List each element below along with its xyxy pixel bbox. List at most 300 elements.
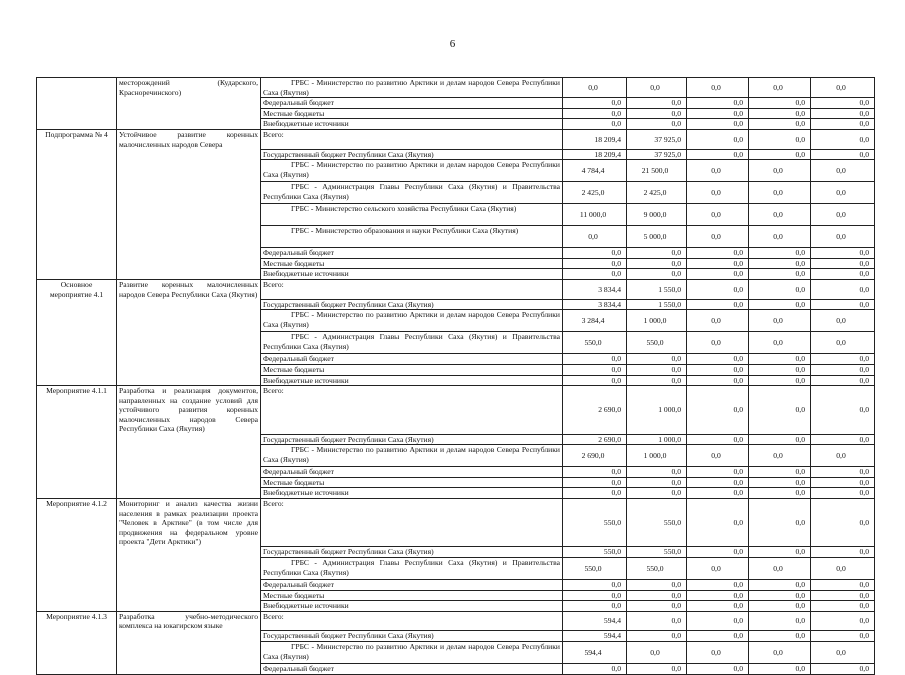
value-cell: 0,0 <box>811 149 875 160</box>
funding-source-cell: Федеральный бюджет <box>261 98 563 109</box>
funding-source-cell: Внебюджетные источники <box>261 269 563 280</box>
value-cell: 0,0 <box>687 182 749 204</box>
value-cell: 0,0 <box>749 299 811 310</box>
table-row <box>37 642 875 664</box>
program-code-cell <box>37 642 117 664</box>
funding-source-cell: Федеральный бюджет <box>261 467 563 478</box>
program-name-cell <box>117 364 261 375</box>
funding-source-cell: ГРБС - Администрация Главы Республики Саха (Якутия) и Правительства Республики Саха (Якутия) <box>261 182 563 204</box>
program-code-cell <box>37 434 117 445</box>
table-row <box>37 590 875 601</box>
value-cell: 0,0 <box>811 434 875 445</box>
value-cell: 0,0 <box>627 631 687 642</box>
value-cell: 0,0 <box>687 631 749 642</box>
value-cell: 0,0 <box>627 248 687 259</box>
program-code-cell <box>37 226 117 248</box>
value-cell: 0,0 <box>687 226 749 248</box>
funding-source-cell: Местные бюджеты <box>261 108 563 119</box>
program-code-cell <box>37 204 117 226</box>
program-code-cell <box>37 78 117 98</box>
program-code-cell <box>37 98 117 109</box>
program-name-cell <box>117 98 261 109</box>
value-cell: 0,0 <box>627 642 687 664</box>
value-cell: 3 834,4 <box>563 299 627 310</box>
value-cell: 0,0 <box>687 280 749 300</box>
program-name-cell <box>117 119 261 130</box>
program-name-cell <box>117 488 261 499</box>
program-code-cell <box>37 547 117 558</box>
value-cell: 0,0 <box>687 129 749 149</box>
program-code-cell <box>37 269 117 280</box>
program-code-cell <box>37 332 117 354</box>
value-cell: 37 925,0 <box>627 129 687 149</box>
program-name-cell <box>117 477 261 488</box>
value-cell: 0,0 <box>811 445 875 467</box>
value-cell: 0,0 <box>749 364 811 375</box>
program-name-cell <box>117 258 261 269</box>
value-cell: 0,0 <box>811 98 875 109</box>
value-cell: 0,0 <box>687 299 749 310</box>
value-cell: 0,0 <box>749 498 811 546</box>
value-cell: 5 000,0 <box>627 226 687 248</box>
program-code-cell <box>37 310 117 332</box>
table-row <box>37 332 875 354</box>
value-cell: 0,0 <box>687 375 749 386</box>
value-cell: 3 834,4 <box>563 280 627 300</box>
table-row <box>37 580 875 591</box>
program-name-cell <box>117 149 261 160</box>
value-cell: 0,0 <box>563 467 627 478</box>
funding-source-cell: Государственный бюджет Республики Саха (Якутия) <box>261 299 563 310</box>
value-cell: 0,0 <box>811 611 875 631</box>
program-name-cell <box>117 558 261 580</box>
value-cell: 550,0 <box>627 332 687 354</box>
value-cell: 0,0 <box>627 488 687 499</box>
value-cell: 0,0 <box>687 488 749 499</box>
value-cell: 0,0 <box>811 590 875 601</box>
value-cell: 0,0 <box>687 580 749 591</box>
table-row <box>37 364 875 375</box>
value-cell: 550,0 <box>627 547 687 558</box>
value-cell: 0,0 <box>811 477 875 488</box>
value-cell: 0,0 <box>811 299 875 310</box>
value-cell: 0,0 <box>687 78 749 98</box>
value-cell: 0,0 <box>749 204 811 226</box>
value-cell: 0,0 <box>563 601 627 612</box>
value-cell: 0,0 <box>687 434 749 445</box>
program-code-cell <box>37 488 117 499</box>
value-cell: 0,0 <box>563 248 627 259</box>
table-row <box>37 182 875 204</box>
value-cell: 0,0 <box>749 280 811 300</box>
funding-source-cell: ГРБС - Администрация Главы Республики Саха (Якутия) и Правительства Республики Саха (Якутия) <box>261 558 563 580</box>
program-name-cell <box>117 375 261 386</box>
funding-source-cell: Федеральный бюджет <box>261 664 563 675</box>
value-cell: 0,0 <box>811 631 875 642</box>
program-name-cell <box>117 354 261 365</box>
value-cell: 0,0 <box>687 642 749 664</box>
value-cell: 0,0 <box>627 580 687 591</box>
value-cell: 1 000,0 <box>627 310 687 332</box>
program-name-cell <box>117 467 261 478</box>
table-row <box>37 129 875 149</box>
funding-source-cell: Местные бюджеты <box>261 364 563 375</box>
table-row <box>37 477 875 488</box>
value-cell: 2 425,0 <box>563 182 627 204</box>
value-cell: 2 690,0 <box>563 386 627 434</box>
table-row <box>37 547 875 558</box>
value-cell: 0,0 <box>687 149 749 160</box>
value-cell: 0,0 <box>687 664 749 675</box>
value-cell: 0,0 <box>687 590 749 601</box>
program-code-cell <box>37 364 117 375</box>
value-cell: 0,0 <box>749 310 811 332</box>
program-code-cell <box>37 467 117 478</box>
value-cell: 550,0 <box>627 558 687 580</box>
program-name-cell <box>117 182 261 204</box>
funding-source-cell: ГРБС - Министерство по развитию Арктики и делам народов Севера Республики Саха (Якутия) <box>261 160 563 182</box>
table-row <box>37 375 875 386</box>
value-cell: 0,0 <box>687 310 749 332</box>
program-name-cell <box>117 204 261 226</box>
value-cell: 0,0 <box>749 226 811 248</box>
program-name-cell: Развитие коренных малочисленных народов Севера Республики Саха (Якутия) <box>117 280 261 300</box>
program-code-cell <box>37 182 117 204</box>
funding-source-cell: Местные бюджеты <box>261 258 563 269</box>
value-cell: 0,0 <box>749 477 811 488</box>
table-row <box>37 258 875 269</box>
program-code-cell <box>37 119 117 130</box>
table-row <box>37 269 875 280</box>
value-cell: 0,0 <box>563 226 627 248</box>
program-code-cell <box>37 149 117 160</box>
funding-source-cell: Государственный бюджет Республики Саха (Якутия) <box>261 149 563 160</box>
value-cell: 1 550,0 <box>627 299 687 310</box>
value-cell: 0,0 <box>811 248 875 259</box>
value-cell: 0,0 <box>563 269 627 280</box>
value-cell: 0,0 <box>627 590 687 601</box>
value-cell: 0,0 <box>811 364 875 375</box>
value-cell: 18 209,4 <box>563 129 627 149</box>
funding-source-cell: Всего: <box>261 386 563 434</box>
funding-source-cell: ГРБС - Министерство по развитию Арктики и делам народов Севера Республики Саха (Якутия) <box>261 78 563 98</box>
table-row <box>37 498 875 546</box>
value-cell: 0,0 <box>811 204 875 226</box>
table-row <box>37 434 875 445</box>
value-cell: 0,0 <box>811 226 875 248</box>
value-cell: 550,0 <box>563 498 627 546</box>
value-cell: 0,0 <box>687 558 749 580</box>
value-cell: 0,0 <box>749 149 811 160</box>
program-name-cell <box>117 299 261 310</box>
value-cell: 0,0 <box>563 354 627 365</box>
value-cell: 0,0 <box>563 364 627 375</box>
value-cell: 594,4 <box>563 611 627 631</box>
program-code-cell: Основное мероприятие 4.1 <box>37 280 117 300</box>
table-row <box>37 310 875 332</box>
value-cell: 0,0 <box>811 129 875 149</box>
value-cell: 0,0 <box>749 248 811 259</box>
value-cell: 0,0 <box>687 364 749 375</box>
value-cell: 0,0 <box>749 467 811 478</box>
value-cell: 0,0 <box>811 488 875 499</box>
funding-source-cell: Местные бюджеты <box>261 590 563 601</box>
value-cell: 0,0 <box>563 108 627 119</box>
value-cell: 0,0 <box>627 601 687 612</box>
value-cell: 0,0 <box>627 477 687 488</box>
value-cell: 0,0 <box>811 182 875 204</box>
value-cell: 0,0 <box>811 547 875 558</box>
table-row <box>37 664 875 675</box>
value-cell: 550,0 <box>563 332 627 354</box>
funding-source-cell: Внебюджетные источники <box>261 601 563 612</box>
funding-source-cell: ГРБС - Министерство по развитию Арктики и делам народов Севера Республики Саха (Якутия) <box>261 310 563 332</box>
program-name-cell <box>117 332 261 354</box>
program-name-cell <box>117 664 261 675</box>
value-cell: 0,0 <box>627 664 687 675</box>
table-row <box>37 160 875 182</box>
funding-source-cell: Федеральный бюджет <box>261 248 563 259</box>
program-name-cell <box>117 310 261 332</box>
funding-source-cell: Государственный бюджет Республики Саха (Якутия) <box>261 434 563 445</box>
value-cell: 3 284,4 <box>563 310 627 332</box>
value-cell: 0,0 <box>687 108 749 119</box>
value-cell: 0,0 <box>811 280 875 300</box>
funding-source-cell: Государственный бюджет Республики Саха (Якутия) <box>261 547 563 558</box>
table-row <box>37 611 875 631</box>
value-cell: 0,0 <box>749 580 811 591</box>
value-cell: 0,0 <box>811 558 875 580</box>
table-row <box>37 226 875 248</box>
value-cell: 0,0 <box>811 160 875 182</box>
value-cell: 0,0 <box>627 375 687 386</box>
program-code-cell <box>37 601 117 612</box>
value-cell: 0,0 <box>687 269 749 280</box>
program-code-cell <box>37 445 117 467</box>
value-cell: 0,0 <box>563 488 627 499</box>
value-cell: 0,0 <box>687 601 749 612</box>
value-cell: 0,0 <box>749 601 811 612</box>
program-name-cell: Мониторинг и анализ качества жизни населения в рамках реализации проекта "Человек в Арктике" (в том числе для продвижения на федеральном уровне проекта "Дети Арктики") <box>117 498 261 546</box>
funding-source-cell: Всего: <box>261 611 563 631</box>
value-cell: 2 690,0 <box>563 445 627 467</box>
value-cell: 0,0 <box>811 108 875 119</box>
value-cell: 0,0 <box>749 258 811 269</box>
value-cell: 0,0 <box>811 78 875 98</box>
value-cell: 1 000,0 <box>627 445 687 467</box>
funding-source-cell: Всего: <box>261 498 563 546</box>
program-name-cell: месторождений (Кударского, Красноречинского) <box>117 78 261 98</box>
table-row <box>37 248 875 259</box>
program-name-cell <box>117 445 261 467</box>
value-cell: 0,0 <box>687 477 749 488</box>
table-row <box>37 467 875 478</box>
value-cell: 0,0 <box>749 108 811 119</box>
value-cell: 37 925,0 <box>627 149 687 160</box>
program-code-cell: Мероприятие 4.1.2 <box>37 498 117 546</box>
table-row <box>37 149 875 160</box>
program-name-cell: Разработка и реализация документов, направленных на создание условий для устойчивого развития коренных малочисленных народов Севера Республики Саха (Якутия) <box>117 386 261 434</box>
table-row <box>37 280 875 300</box>
value-cell: 1 550,0 <box>627 280 687 300</box>
value-cell: 2 690,0 <box>563 434 627 445</box>
funding-source-cell: Внебюджетные источники <box>261 119 563 130</box>
value-cell: 0,0 <box>563 375 627 386</box>
value-cell: 0,0 <box>811 386 875 434</box>
funding-source-cell: ГРБС - Министерство сельского хозяйства Республики Саха (Якутия) <box>261 204 563 226</box>
value-cell: 0,0 <box>687 258 749 269</box>
value-cell: 0,0 <box>687 445 749 467</box>
value-cell: 0,0 <box>687 467 749 478</box>
funding-source-cell: Федеральный бюджет <box>261 580 563 591</box>
funding-source-cell: ГРБС - Министерство по развитию Арктики и делам народов Севера Республики Саха (Якутия) <box>261 445 563 467</box>
value-cell: 21 500,0 <box>627 160 687 182</box>
value-cell: 0,0 <box>687 160 749 182</box>
program-code-cell: Мероприятие 4.1.1 <box>37 386 117 434</box>
value-cell: 0,0 <box>627 354 687 365</box>
value-cell: 0,0 <box>563 664 627 675</box>
value-cell: 0,0 <box>627 467 687 478</box>
value-cell: 0,0 <box>749 488 811 499</box>
funding-source-cell: Всего: <box>261 129 563 149</box>
program-code-cell <box>37 375 117 386</box>
program-name-cell <box>117 601 261 612</box>
value-cell: 594,4 <box>563 631 627 642</box>
value-cell: 0,0 <box>811 642 875 664</box>
program-name-cell <box>117 580 261 591</box>
value-cell: 0,0 <box>749 445 811 467</box>
value-cell: 0,0 <box>687 611 749 631</box>
value-cell: 0,0 <box>563 98 627 109</box>
table-row <box>37 601 875 612</box>
funding-source-cell: Внебюджетные источники <box>261 488 563 499</box>
value-cell: 0,0 <box>749 434 811 445</box>
table-row <box>37 354 875 365</box>
value-cell: 0,0 <box>811 375 875 386</box>
table-row <box>37 299 875 310</box>
value-cell: 0,0 <box>749 558 811 580</box>
program-code-cell: Мероприятие 4.1.3 <box>37 611 117 631</box>
value-cell: 0,0 <box>749 269 811 280</box>
value-cell: 0,0 <box>749 354 811 365</box>
value-cell: 0,0 <box>563 477 627 488</box>
program-code-cell <box>37 558 117 580</box>
program-name-cell <box>117 160 261 182</box>
program-code-cell <box>37 160 117 182</box>
program-name-cell <box>117 269 261 280</box>
value-cell: 550,0 <box>563 558 627 580</box>
program-code-cell <box>37 248 117 259</box>
value-cell: 550,0 <box>563 547 627 558</box>
value-cell: 0,0 <box>811 310 875 332</box>
value-cell: 0,0 <box>811 332 875 354</box>
value-cell: 0,0 <box>627 611 687 631</box>
value-cell: 0,0 <box>627 108 687 119</box>
value-cell: 0,0 <box>687 204 749 226</box>
value-cell: 0,0 <box>749 78 811 98</box>
value-cell: 0,0 <box>811 467 875 478</box>
program-code-cell <box>37 590 117 601</box>
program-name-cell <box>117 434 261 445</box>
value-cell: 0,0 <box>627 119 687 130</box>
value-cell: 0,0 <box>627 258 687 269</box>
value-cell: 0,0 <box>749 642 811 664</box>
table-row <box>37 204 875 226</box>
program-code-cell <box>37 354 117 365</box>
program-code-cell <box>37 299 117 310</box>
value-cell: 0,0 <box>749 375 811 386</box>
program-name-cell <box>117 642 261 664</box>
value-cell: 0,0 <box>749 182 811 204</box>
value-cell: 0,0 <box>811 269 875 280</box>
value-cell: 0,0 <box>563 580 627 591</box>
program-name-cell: Разработка учебно-методического комплекса на юкагирском языке <box>117 611 261 631</box>
program-code-cell <box>37 477 117 488</box>
value-cell: 550,0 <box>627 498 687 546</box>
value-cell: 0,0 <box>749 160 811 182</box>
program-name-cell <box>117 590 261 601</box>
funding-source-cell: Внебюджетные источники <box>261 375 563 386</box>
value-cell: 0,0 <box>563 78 627 98</box>
value-cell: 0,0 <box>687 98 749 109</box>
value-cell: 0,0 <box>687 332 749 354</box>
value-cell: 1 000,0 <box>627 386 687 434</box>
program-code-cell <box>37 108 117 119</box>
program-code-cell: Подпрограмма № 4 <box>37 129 117 149</box>
value-cell: 0,0 <box>749 129 811 149</box>
value-cell: 2 425,0 <box>627 182 687 204</box>
table-body <box>37 78 875 675</box>
value-cell: 0,0 <box>687 354 749 365</box>
table-row <box>37 119 875 130</box>
value-cell: 0,0 <box>687 386 749 434</box>
value-cell: 0,0 <box>811 601 875 612</box>
value-cell: 0,0 <box>749 664 811 675</box>
value-cell: 0,0 <box>687 498 749 546</box>
value-cell: 0,0 <box>749 119 811 130</box>
page-number: 6 <box>449 38 456 50</box>
value-cell: 0,0 <box>811 498 875 546</box>
program-code-cell <box>37 258 117 269</box>
funding-source-cell: Местные бюджеты <box>261 477 563 488</box>
table-row <box>37 98 875 109</box>
value-cell: 0,0 <box>627 78 687 98</box>
table-row <box>37 108 875 119</box>
value-cell: 0,0 <box>627 269 687 280</box>
program-name-cell <box>117 547 261 558</box>
value-cell: 0,0 <box>687 248 749 259</box>
table-row <box>37 558 875 580</box>
funding-source-cell: Государственный бюджет Республики Саха (Якутия) <box>261 631 563 642</box>
value-cell: 0,0 <box>749 547 811 558</box>
value-cell: 0,0 <box>627 98 687 109</box>
table-row <box>37 445 875 467</box>
value-cell: 594,4 <box>563 642 627 664</box>
program-name-cell <box>117 226 261 248</box>
funding-source-cell: Федеральный бюджет <box>261 354 563 365</box>
value-cell: 0,0 <box>687 547 749 558</box>
funding-source-cell: Всего: <box>261 280 563 300</box>
funding-source-cell: ГРБС - Министерство образования и науки Республики Саха (Якутия) <box>261 226 563 248</box>
value-cell: 0,0 <box>563 590 627 601</box>
value-cell: 0,0 <box>749 332 811 354</box>
table-row <box>37 78 875 98</box>
program-name-cell <box>117 108 261 119</box>
value-cell: 0,0 <box>749 631 811 642</box>
value-cell: 1 000,0 <box>627 434 687 445</box>
value-cell: 0,0 <box>811 664 875 675</box>
program-code-cell <box>37 580 117 591</box>
